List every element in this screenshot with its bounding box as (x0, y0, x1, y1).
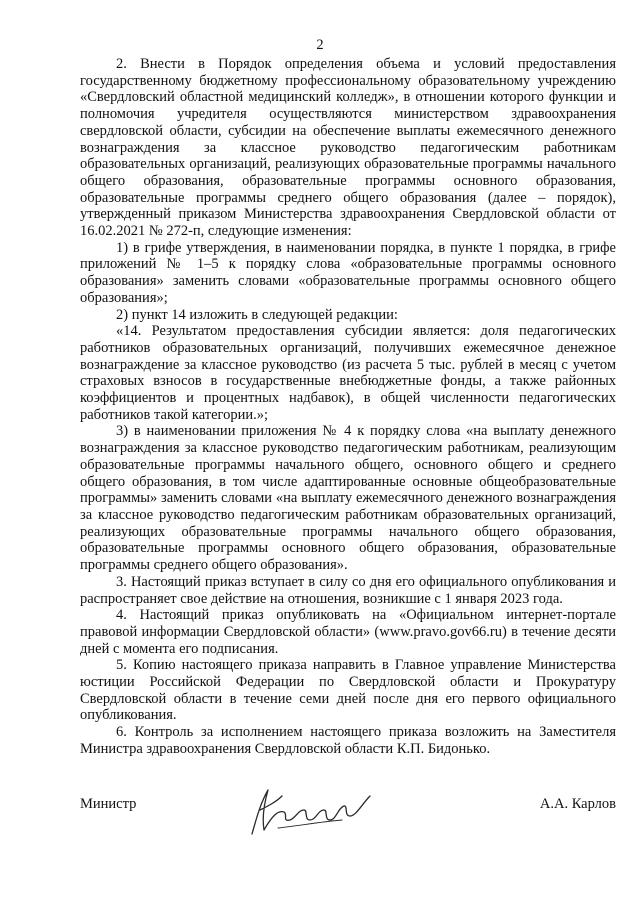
paragraph-item-2: 2. Внести в Порядок определения объема и условий предоставления государственному бюджетному профессиональному образовательному учреждению «Свердловский областной медицинский колледж», в отношении которого функции и полномочия учредителя осуществляются министерством здравоохранения свердловской области, субсидии на обеспечение выплаты ежемесячного денежного вознаграждения за классное руководство педагогическим работникам образовательных организаций, реализующих образовательные программы начального общего образования, образовательные программы основного образования, образовательные программы среднего общего образования (далее – порядок), утвержденный приказом Министерства здравоохранения Свердловской области от 16.02.2021 № 272-п, следующие изменения: (80, 56, 616, 240)
paragraph-item-5: 5. Копию настоящего приказа направить в Главное управление Министерства юстиции Российской Федерации по Свердловской области и Прокуратуру Свердловской области в течение семи дней после дня его первого официального опубликования. (80, 657, 616, 724)
document-body (80, 56, 616, 758)
signatory-title: Министр (80, 796, 137, 812)
subparagraph-2: 2) пункт 14 изложить в следующей редакции: (116, 306, 398, 323)
subparagraph-3: 3) в наименовании приложения № 4 к порядку слова «на выплату денежного вознаграждения за классное руководство педагогическим работникам, реализующим образовательные программы начального общего, основного общего и среднего общего образования, в том числе адаптированные основные общеобразовательные программы» заменить словами «на выплату ежемесячного денежного вознаграждения за классное руководство педагогическим работникам образовательных организаций, реализующих образовательные программы начального общего образования, образовательные программы основного общего образования, образовательные программы среднего общего образования». (80, 423, 616, 574)
handwritten-signature (238, 780, 378, 840)
paragraph-item-4: 4. Настоящий приказ опубликовать на «Официальном интернет-портале правовой информации Свердловской области» (www.pravo.gov66.ru) в течение десяти дней с момента его подписания. (80, 607, 616, 657)
page-number: 2 (316, 37, 324, 53)
paragraph-item-3: 3. Настоящий приказ вступает в силу со дня его официального опубликования и распространяет свое действие на отношения, возникшие с 1 января 2023 года. (80, 573, 616, 607)
subparagraph-1: 1) в грифе утверждения, в наименовании порядка, в пункте 1 порядка, в грифе приложений № 1–5 к порядку слова «образовательные программы основного образования» заменить словами «образовательные программы основного общего образования»; (80, 239, 616, 306)
signature-block (80, 786, 616, 846)
quoted-clause-14: «14. Результатом предоставления субсидии является: доля педагогических работников образовательных организаций, получивших ежемесячное денежное вознаграждение за классное руководство (из расчета 5 тыс. рублей в месяц с учетом страховых взносов в государственные внебюджетные фонды, а также районных коэффициентов и процентных надбавок), в общей численности педагогических работников такой категории.»; (80, 323, 616, 423)
paragraph-item-6: 6. Контроль за исполнением настоящего приказа возложить на Заместителя Министра здравоохранения Свердловской области К.П. Бидонько. (80, 724, 616, 757)
signatory-name: А.А. Карлов (539, 796, 616, 812)
